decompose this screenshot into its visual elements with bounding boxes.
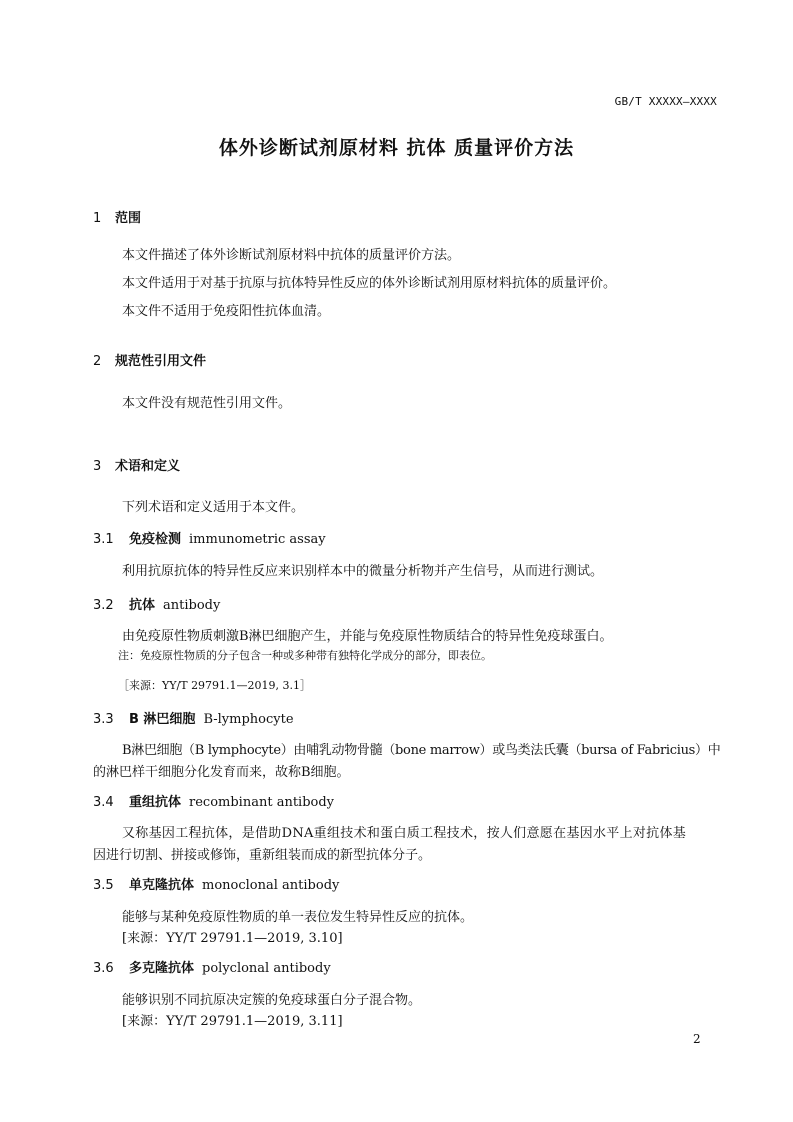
term-3-3-heading bbox=[93, 708, 294, 727]
section-number: 2 bbox=[93, 354, 102, 369]
section-2-heading bbox=[93, 350, 206, 369]
term-definition: 由免疫原性物质刺激B淋巴细胞产生，并能与免疫原性物质结合的特异性免疫球蛋白。 bbox=[122, 629, 613, 644]
term-number: 3.5 bbox=[93, 878, 114, 893]
paragraph: 本文件没有规范性引用文件。 bbox=[122, 396, 292, 411]
term-definition: 又称基因工程抗体，是借助DNA重组技术和蛋白质工程技术，按人们意愿在基因水平上对抗体基 bbox=[122, 826, 687, 841]
term-english: B-lymphocyte bbox=[203, 712, 294, 727]
term-number: 3.2 bbox=[93, 598, 114, 613]
term-english: monoclonal antibody bbox=[202, 878, 340, 893]
term-3-4-heading bbox=[93, 791, 334, 810]
term-english: recombinant antibody bbox=[189, 795, 335, 810]
standard-number: GB/T XXXXX—XXXX bbox=[614, 95, 717, 108]
section-title: 规范性引用文件 bbox=[115, 354, 207, 369]
section-title: 术语和定义 bbox=[115, 459, 181, 474]
term-definition: 能够识别不同抗原决定簇的免疫球蛋白分子混合物。 bbox=[122, 993, 422, 1008]
term-source: [来源：YY/T 29791.1—2019, 3.10] bbox=[122, 931, 343, 946]
paragraph: 本文件适用于对基于抗原与抗体特异性反应的体外诊断试剂用原材料抗体的质量评价。 bbox=[122, 276, 617, 291]
term-english: antibody bbox=[163, 598, 221, 613]
term-name: 多克隆抗体 bbox=[129, 961, 195, 976]
term-source: [来源：YY/T 29791.1—2019, 3.11] bbox=[122, 1014, 343, 1029]
term-3-5-heading bbox=[93, 874, 339, 893]
term-english: polyclonal antibody bbox=[202, 961, 331, 976]
term-3-1-heading bbox=[93, 528, 326, 547]
term-definition-cont: 的淋巴样干细胞分化发育而来，故称B细胞。 bbox=[93, 765, 350, 780]
paragraph: 下列术语和定义适用于本文件。 bbox=[122, 500, 305, 515]
term-number: 3.4 bbox=[93, 795, 114, 810]
paragraph: 本文件描述了体外诊断试剂原材料中抗体的质量评价方法。 bbox=[122, 248, 461, 263]
term-name: 抗体 bbox=[129, 598, 156, 613]
term-name: B 淋巴细胞 bbox=[129, 712, 196, 727]
term-source: ［来源：YY/T 29791.1—2019, 3.1］ bbox=[118, 679, 312, 692]
term-definition: 利用抗原抗体的特异性反应来识别样本中的微量分析物并产生信号，从而进行测试。 bbox=[122, 564, 604, 579]
section-number: 3 bbox=[93, 459, 102, 474]
term-3-2-heading bbox=[93, 594, 220, 613]
term-3-6-heading bbox=[93, 957, 331, 976]
term-name: 免疫检测 bbox=[129, 532, 182, 547]
document-title: 体外诊断试剂原材料 抗体 质量评价方法 bbox=[218, 137, 575, 159]
section-3-heading bbox=[93, 455, 180, 474]
term-definition: 能够与某种免疫原性物质的单一表位发生特异性反应的抗体。 bbox=[122, 910, 474, 925]
term-note: 注：免疫原性物质的分子包含一种或多种带有独特化学成分的部分，即表位。 bbox=[118, 649, 492, 662]
term-name: 单克隆抗体 bbox=[129, 878, 195, 893]
section-1-heading bbox=[93, 207, 141, 226]
page-number: 2 bbox=[693, 1032, 701, 1046]
term-number: 3.1 bbox=[93, 532, 114, 547]
paragraph: 本文件不适用于免疫阳性抗体血清。 bbox=[122, 304, 331, 319]
term-definition-cont: 因进行切割、拼接或修饰，重新组装而成的新型抗体分子。 bbox=[93, 848, 432, 863]
section-title: 范围 bbox=[115, 211, 142, 226]
term-english: immunometric assay bbox=[189, 532, 326, 547]
term-number: 3.6 bbox=[93, 961, 114, 976]
term-number: 3.3 bbox=[93, 712, 114, 727]
section-number: 1 bbox=[93, 211, 102, 226]
term-definition: B淋巴细胞（B lymphocyte）由哺乳动物骨髓（bone marrow）或鸟类法氏囊（bursa of Fabricius）中 bbox=[122, 743, 721, 758]
term-name: 重组抗体 bbox=[129, 795, 182, 810]
